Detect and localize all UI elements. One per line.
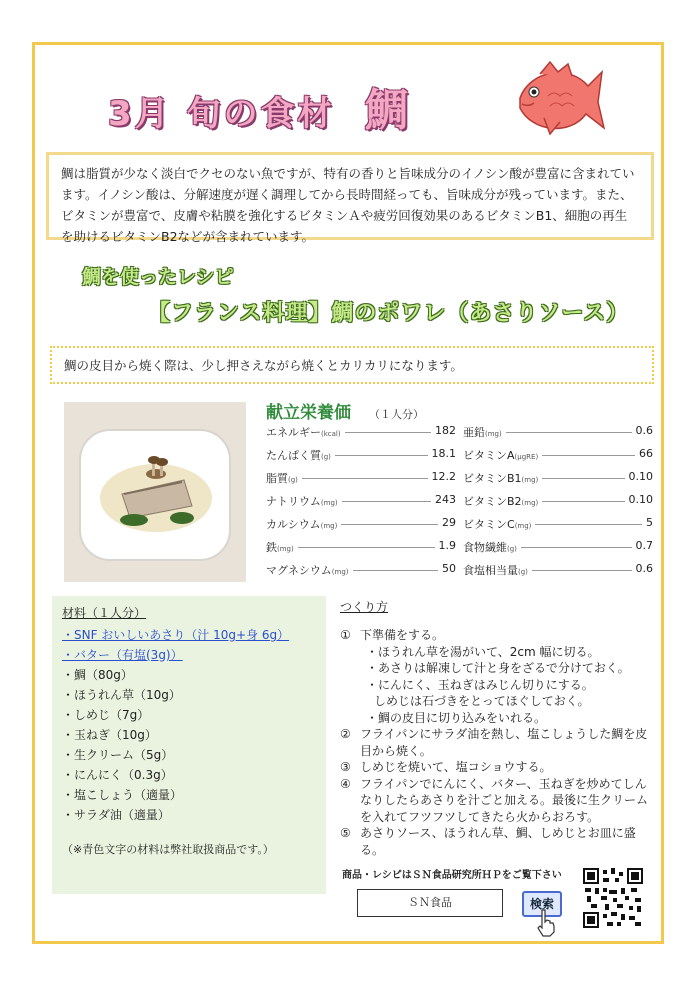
nutrient-unit: (kcal): [321, 430, 341, 438]
step-item: [340, 776, 652, 826]
step-text: しめじを焼いて、塩コショウする。: [360, 760, 552, 774]
step-text: フライパンにサラダ油を熱し、塩こしょうした鯛を皮目から焼く。: [360, 727, 648, 758]
ingredient-item: ・生クリーム（5g）: [62, 748, 174, 762]
step-subitem: ・鯛の皮目に切り込みをいれる。: [366, 710, 547, 725]
nutrient-unit: (g): [507, 545, 517, 553]
nutrient-unit: (mg): [277, 545, 294, 553]
step-item: [340, 627, 652, 644]
nutrient-unit: (mg): [521, 499, 539, 507]
nutrient-label: 脂質(g): [266, 470, 302, 486]
nutrient-value: 50: [438, 562, 456, 575]
nutrient-label: カルシウム(mg): [266, 516, 341, 532]
nutrient-value: 182: [431, 424, 456, 437]
nutrition-row: [463, 512, 653, 535]
nutrient-unit: (mg): [320, 522, 338, 530]
step-subitem: しめじは石づきをとってほぐしておく。: [374, 694, 590, 708]
nutrient-value: 18.1: [428, 447, 457, 460]
nutrition-row: [463, 443, 653, 466]
nutrient-label: 食物繊維(g): [463, 539, 521, 555]
nutrient-label: ビタミンB2(mg): [463, 493, 542, 509]
step-item: [340, 825, 652, 858]
ingredient-item: ・ほうれん草（10g）: [62, 688, 181, 702]
nutrient-value: 0.10: [625, 493, 654, 506]
nutrition-row: [463, 420, 653, 443]
nutrient-value: 0.7: [632, 539, 654, 552]
nutrition-left-column: [266, 420, 456, 581]
search-input[interactable]: ＳＮ食品: [357, 889, 503, 917]
ingredient-item: ・塩こしょう（適量）: [62, 788, 183, 802]
step-item: [340, 726, 652, 759]
nutrient-unit: (mg): [331, 568, 349, 576]
nutrition-row: [266, 512, 456, 535]
nutrition-row: [463, 466, 653, 489]
step-subitem: ・にんにく、玉ねぎはみじん切りにする。: [366, 677, 594, 692]
nutrient-label: 食塩相当量(g): [463, 562, 532, 578]
step-text: 下準備をする。: [360, 628, 445, 642]
ingredient-item: ・しめじ（7g）: [62, 708, 150, 722]
nutrition-row: [266, 558, 456, 581]
nutrition-row: [463, 489, 653, 512]
step-number: ②: [340, 727, 351, 741]
ingredient-item: ・にんにく（0.3g）: [62, 768, 173, 782]
nutrient-value: 5: [642, 516, 653, 529]
nutrient-value: 29: [438, 516, 456, 529]
cooking-tip: 鯛の皮目から焼く際は、少し押さえながら焼くとカリカリになります。: [50, 346, 654, 384]
recipe-label: 鯛を使ったレシピ: [82, 266, 234, 288]
ingredients-list: [62, 625, 316, 825]
ingredient-item: ・サラダ油（適量）: [62, 808, 170, 822]
nutrient-unit: (mg): [521, 476, 539, 484]
step-number: ①: [340, 628, 351, 642]
nutrient-value: 0.6: [632, 424, 654, 437]
nutrient-value: 12.2: [428, 470, 457, 483]
sea-bream-icon: [510, 56, 606, 144]
nutrition-row: [266, 420, 456, 443]
nutrient-label: ビタミンA(μgRE): [463, 447, 542, 463]
nutrient-value: 243: [431, 493, 456, 506]
nutrition-row: [266, 489, 456, 512]
steps-section: [340, 598, 652, 858]
nutrient-unit: (mg): [485, 430, 502, 438]
footer-note: 商品・レシピはＳＮ食品研究所ＨＰをご覧下さい: [342, 870, 562, 881]
intro-text: 鯛は脂質が少なく淡白でクセのない魚ですが、特有の香りと旨味成分のイノシン酸が豊富に含まれています。イノシン酸は、分解速度が遅く調理してから長時間経っても、旨味成分が残っています。また、ビタミンが豊富で、皮膚や粘膜を強化するビタミンＡや疲労回復効果のあるビタミンB1、細胞の再生を助けるビタミンB2などが含まれています。: [46, 152, 654, 240]
ingredient-item: ・SNF おいしいあさり（汁 10g+身 6g）: [62, 628, 290, 642]
recipe-title: 【フランス料理】鯛のポワレ（あさりソース）: [148, 301, 630, 326]
ingredients-heading: 材料（１人分）: [62, 606, 147, 620]
search-button[interactable]: 検索: [522, 891, 562, 917]
step-number: ⑤: [340, 826, 351, 840]
nutrition-right-column: [463, 420, 653, 581]
nutrient-value: 0.6: [632, 562, 654, 575]
step-number: ④: [340, 776, 351, 791]
step-item: [340, 759, 652, 776]
nutrition-row: [463, 535, 653, 558]
nutrient-unit: (mg): [320, 499, 338, 507]
dish-photo: [64, 402, 246, 582]
step-subitem: ・あさりは解凍して汁と身をざるで分けておく。: [366, 661, 630, 675]
ingredient-item: ・玉ねぎ（10g）: [62, 728, 157, 742]
nutrition-row: [463, 558, 653, 581]
nutrient-label: たんぱく質(g): [266, 447, 335, 463]
nutrition-row: [266, 466, 456, 489]
nutrient-unit: (g): [288, 476, 298, 484]
nutrient-value: 0.10: [625, 470, 654, 483]
step-subitem: ・ほうれん草を湯がいて、2cm 幅に切る。: [366, 644, 600, 659]
nutrient-label: 亜鉛(mg): [463, 424, 506, 440]
nutrient-unit: (mg): [514, 522, 532, 530]
nutrition-title-text: 献立栄養価: [266, 403, 351, 423]
step-text: あさりソース、ほうれん草、鯛、しめじとお皿に盛る。: [360, 826, 636, 857]
nutrition-row: [266, 535, 456, 558]
step-text: フライパンでにんにく、バター、玉ねぎを炒めてしんなりしたらあさりを汁ごと加える。最後に生クリームを入れてフツフツしてきたら火からおろす。: [360, 776, 649, 824]
ingredient-item: ・バター（有塩(3g)）: [62, 648, 183, 662]
nutrient-label: 鉄(mg): [266, 539, 298, 555]
nutrient-unit: (g): [321, 453, 331, 461]
nutrient-label: マグネシウム(mg): [266, 562, 353, 578]
ingredients-note: （※青色文字の材料は弊社取扱商品です。）: [62, 843, 274, 856]
step-number: ③: [340, 760, 351, 774]
title-prefix: 3月 旬の食材: [108, 94, 335, 134]
hand-cursor-icon: [534, 908, 558, 938]
nutrient-value: 1.9: [435, 539, 457, 552]
ingredient-item: ・鯛（80g）: [62, 668, 133, 682]
nutrient-label: ビタミンB1(mg): [463, 470, 542, 486]
nutrient-unit: (g): [518, 568, 528, 576]
nutrient-label: エネルギー(kcal): [266, 424, 345, 440]
nutrient-label: ナトリウム(mg): [266, 493, 342, 509]
nutrient-value: 66: [635, 447, 653, 460]
nutrient-unit: (μgRE): [514, 453, 539, 461]
nutrition-row: [266, 443, 456, 466]
steps-heading: つくり方: [340, 600, 389, 614]
nutrition-per: （１人分）: [369, 408, 424, 421]
nutrient-label: ビタミンC(mg): [463, 516, 535, 532]
ingredients-box: [52, 596, 326, 894]
steps-list: [340, 627, 652, 858]
qr-code-icon: [583, 868, 643, 928]
title-fish: 鯛: [364, 85, 412, 136]
page-title: [108, 74, 412, 138]
